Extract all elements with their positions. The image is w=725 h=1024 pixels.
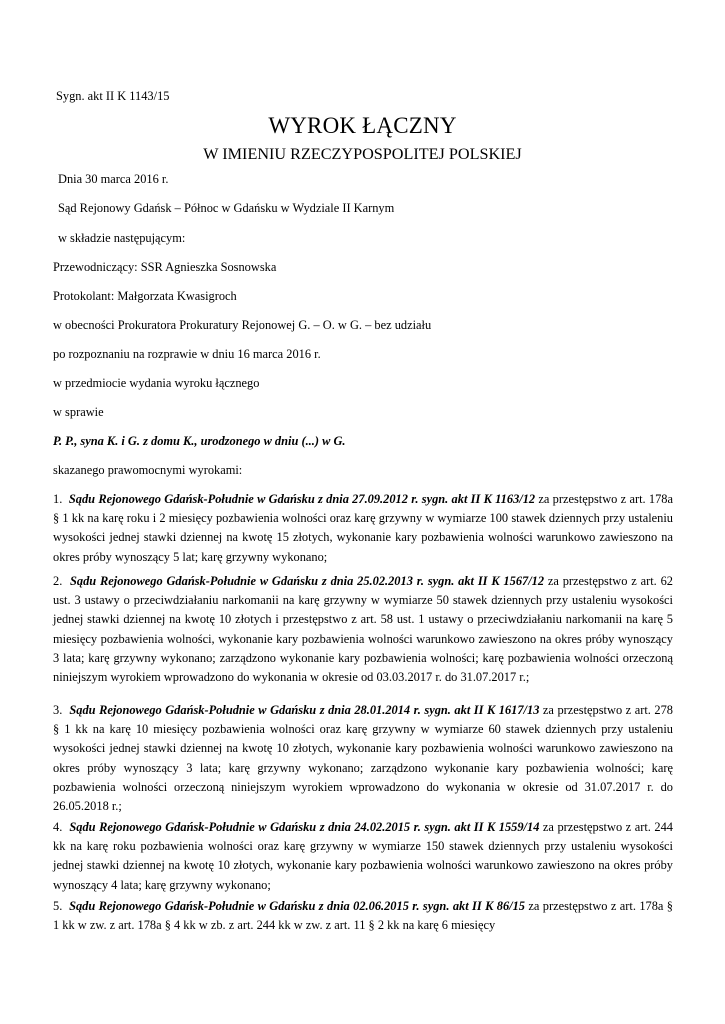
court-name: Sąd Rejonowy Gdańsk – Północ w Gdańsku w Wydziale II Karnym <box>58 201 395 215</box>
judgment-item <box>53 572 673 687</box>
subject-matter: w przedmiocie wydania wyroku łącznego <box>53 376 260 390</box>
judgment-item <box>53 701 673 816</box>
judgment-subtitle: W IMIENIU RZECZYPOSPOLITEJ POLSKIEJ <box>203 145 522 163</box>
judgment-number: 3. <box>53 703 63 717</box>
prosecutor-presence: w obecności Prokuratora Prokuratury Rejonowej G. – O. w G. – bez udziału <box>53 318 432 332</box>
judgment-number: 4. <box>53 820 63 834</box>
composition-label: w składzie następującym: <box>58 231 186 245</box>
judgment-court: Sądu Rejonowego Gdańsk-Południe w Gdańsku z dnia 25.02.2013 r. sygn. akt II K 1567/12 <box>69 574 545 588</box>
judgment-item <box>53 897 673 935</box>
case-label: w sprawie <box>53 405 104 419</box>
presiding-judge: Przewodniczący: SSR Agnieszka Sosnowska <box>53 260 277 274</box>
case-signature: Sygn. akt II K 1143/15 <box>56 89 170 103</box>
judgment-text: za przestępstwo z art. 62 ust. 3 ustawy o przeciwdziałaniu narkomanii na karę grzywny w wymiarze 50 stawek dziennych przy ustaleniu wysokości jednej stawki dziennej na kwotę 10 złotych i przestępstwo z art. 58 ust. 1 ustawy o przeciwdziałaniu narkomanii na karę 5 miesięcy pozbawienia wolności, wykonanie kary pozbawienia wolności warunkowo zawieszono na okres próby wynoszący 3 lata; karę grzywny wykonano; zarządzono wykonanie kary pozbawienia wolności; karę pozbawienia wolności orzeczoną niniejszym wyrokiem wprowadzono do wykonania w okresie od 03.03.2017 r. do 31.07.2017 r.; <box>53 574 673 685</box>
judgment-text: za przestępstwo z art. 244 kk na karę roku pozbawienia wolności oraz karę grzywny w wymiarze 150 stawek dziennych przy ustaleniu wysokości jednej stawki dziennej na kwotę 10 złotych, wykonanie kary pozbawienia wolności warunkowo zawieszono na okres próby wynoszący 4 lata; karę grzywny wykonano; <box>53 820 673 892</box>
judgment-number: 5. <box>53 899 63 913</box>
judgment-number: 2. <box>53 574 63 588</box>
judgment-court: Sądu Rejonowego Gdańsk-Południe w Gdańsku z dnia 28.01.2014 r. sygn. akt II K 1617/13 <box>69 703 540 717</box>
judgment-text: za przestępstwo z art. 178a § 1 kk na karę roku i 2 miesięcy pozbawienia wolności oraz karę grzywny w wymiarze 100 stawek dziennych przy ustaleniu wysokości jednej stawki dziennej na kwotę 15 złotych, wykonanie kary pozbawienia wolności warunkowo zawieszono na okres próby wynoszący 5 lat; karę grzywny wykonano; <box>53 492 673 564</box>
judgment-court: Sądu Rejonowego Gdańsk-Południe w Gdańsku z dnia 27.09.2012 r. sygn. akt II K 1163/12 <box>68 492 536 506</box>
judgment-court: Sądu Rejonowego Gdańsk-Południe w Gdańsku z dnia 02.06.2015 r. sygn. akt II K 86/15 <box>69 899 525 913</box>
defendant-name: P. P., syna K. i G. z domu K., urodzonego w dniu (...) w G. <box>53 434 346 448</box>
judgment-text: za przestępstwo z art. 178a § 1 kk w zw. z art. 178a § 4 kk w zb. z art. 244 kk w zw. z art. 11 § 2 kk na karę 6 miesięcy <box>53 899 673 933</box>
judgment-item <box>53 490 673 567</box>
hearing-date: po rozpoznaniu na rozprawie w dniu 16 marca 2016 r. <box>53 347 321 361</box>
judgment-title: WYROK ŁĄCZNY <box>268 113 457 138</box>
judgment-number: 1. <box>53 492 63 506</box>
convicted-label: skazanego prawomocnymi wyrokami: <box>53 463 243 477</box>
judgment-date: Dnia 30 marca 2016 r. <box>58 172 169 186</box>
judgment-court: Sądu Rejonowego Gdańsk-Południe w Gdańsku z dnia 24.02.2015 r. sygn. akt II K 1559/14 <box>69 820 540 834</box>
judgment-item <box>53 818 673 895</box>
judgment-text: za przestępstwo z art. 278 § 1 kk na karę 10 miesięcy pozbawienia wolności oraz karę grzywny w wymiarze 60 stawek dziennych przy ustaleniu wysokości jednej stawki dziennej na kwotę 10 złotych, wykonanie kary pozbawienia wolności warunkowo zawieszono na okres próby wynoszący 3 lata; karę grzywny wykonano; zarządzono wykonanie kary pozbawienia wolności; karę pozbawienia wolności orzeczoną niniejszym wyrokiem wprowadzono do wykonania w okresie od 31.07.2017 r. do 26.05.2018 r.; <box>53 703 673 814</box>
court-clerk: Protokolant: Małgorzata Kwasigroch <box>53 289 237 303</box>
